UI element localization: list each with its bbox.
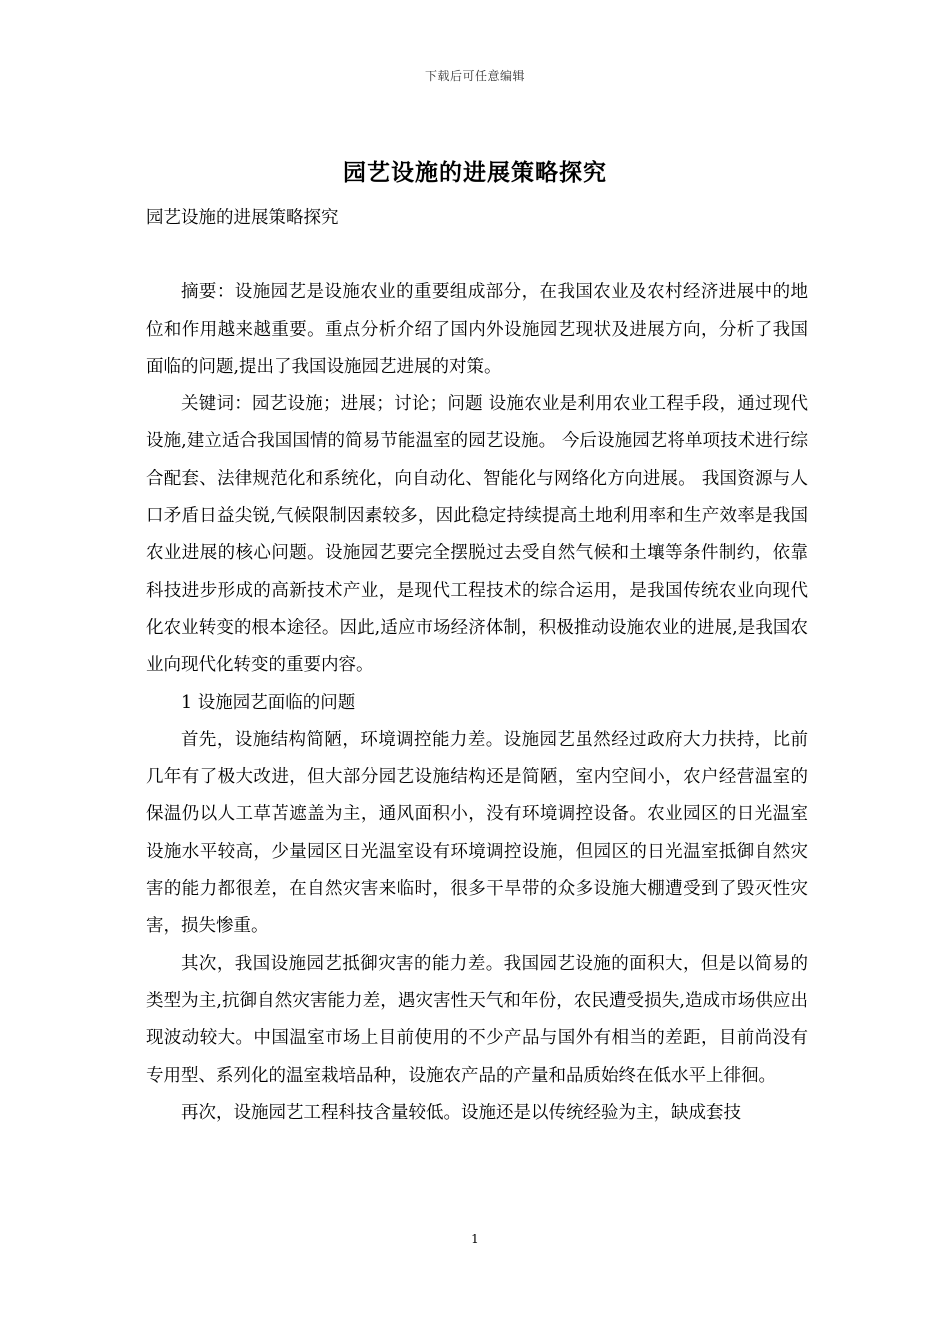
keywords-paragraph: 关键词：园艺设施；进展；讨论；问题 设施农业是利用农业工程手段，通过现代设施,建立适合我国国情的简易节能温室的园艺设施。 今后设施园艺将单项技术进行综合配套、法律规范化和系统化，向自动化、智能化与网络化方向进展。 我国资源与人口矛盾日益尖锐,气候限制因素较多，因此稳定持续提高土地利用率和生产效率是我国农业进展的核心问题。设施园艺要完全摆脱过去受自然气候和土壤等条件制约，依靠科技进步形成的高新技术产业，是现代工程技术的综合运用，是我国传统农业向现代化农业转变的根本途径。因此,适应市场经济体制，积极推动设施农业的进展,是我国农业向现代化转变的重要内容。 [146,394,808,676]
document-body [146,200,808,1132]
body-paragraph-second: 其次，我国设施园艺抵御灾害的能力差。我国园艺设施的面积大，但是以简易的类型为主,抗御自然灾害能力差，遇灾害性天气和年份，农民遭受损失,造成市场供应出现波动较大。中国温室市场上目前使用的不少产品与国外有相当的差距，目前尚没有专用型、系列化的温室栽培品种，设施农产品的产量和品质始终在低水平上徘徊。 [146,953,808,1086]
page-number: 1 [471,1232,479,1246]
section-heading: 1 设施园艺面临的问题 [181,692,356,713]
body-paragraph-third: 再次，设施园艺工程科技含量较低。设施还是以传统经验为主，缺成套技 [181,1102,741,1123]
document-title: 园艺设施的进展策略探究 [343,159,607,186]
document-subtitle: 园艺设施的进展策略探究 [146,208,339,228]
body-paragraph-first: 首先，设施结构简陋，环境调控能力差。设施园艺虽然经过政府大力扶持，比前几年有了极大改进，但大部分园艺设施结构还是简陋，室内空间小，农户经营温室的保温仍以人工草苫遮盖为主，通风面积小，没有环境调控设备。农业园区的日光温室设施水平较高，少量园区日光温室设有环境调控设施，但园区的日光温室抵御自然灾害的能力都很差，在自然灾害来临时，很多干旱带的众多设施大棚遭受到了毁灭性灾害，损失惨重。 [146,729,808,937]
abstract-paragraph: 摘要：设施园艺是设施农业的重要组成部分，在我国农业及农村经济进展中的地位和作用越来越重要。重点分析介绍了国内外设施园艺现状及进展方向，分析了我国面临的问题,提出了我国设施园艺进展的对策。 [146,282,808,377]
header-note: 下载后可任意编辑 [424,69,525,83]
